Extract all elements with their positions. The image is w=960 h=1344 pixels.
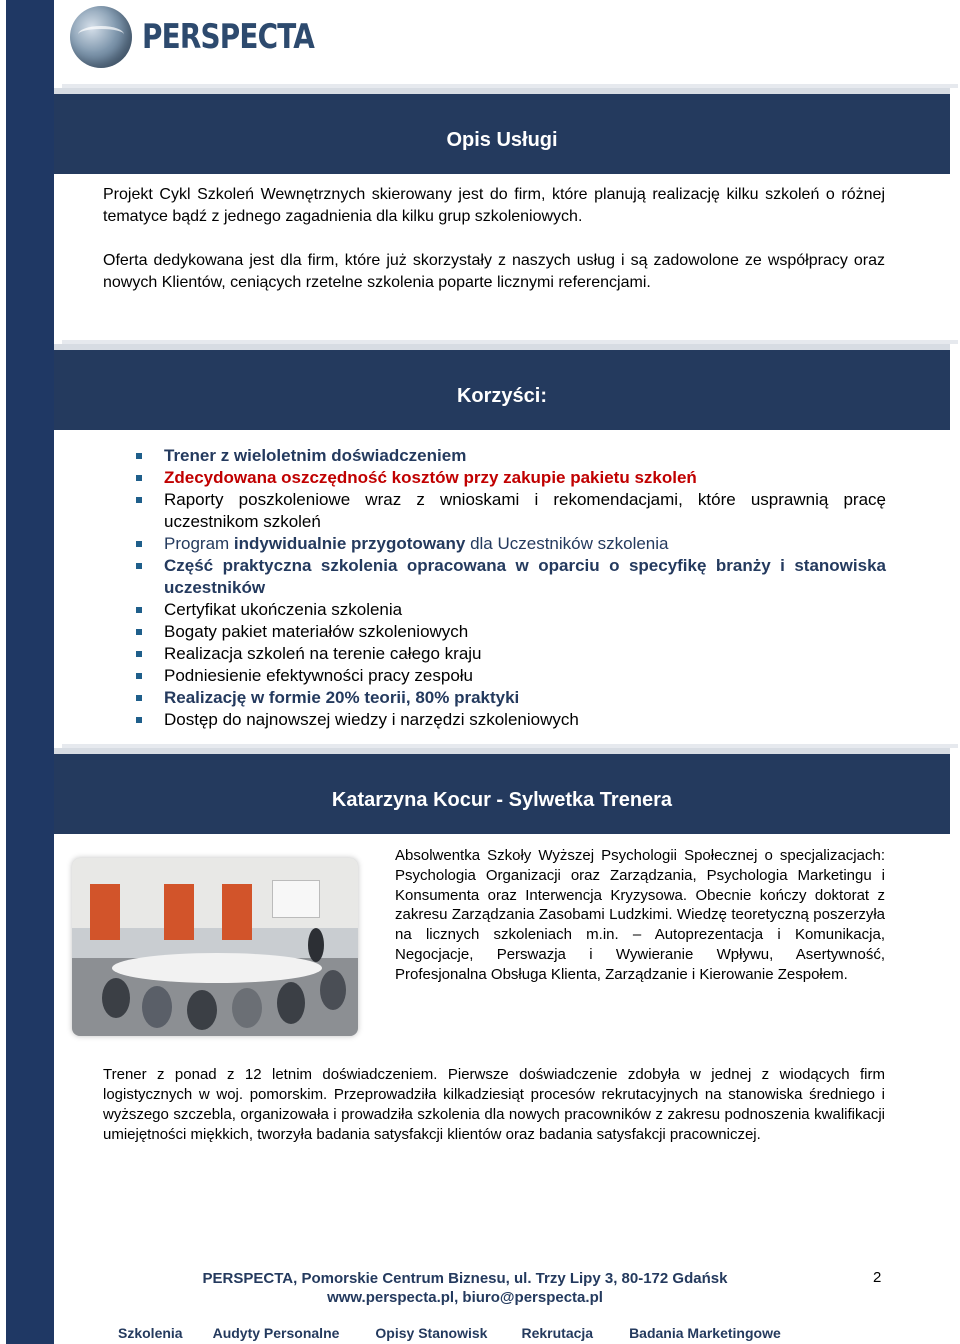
section-title-trener: Katarzyna Kocur - Sylwetka Trenera: [331, 788, 673, 811]
footer-contact: www.perspecta.pl, biuro@perspecta.pl: [327, 1289, 603, 1306]
square-bullet-icon: [136, 629, 142, 635]
list-item: Podniesienie efektywności pracy zespołu: [134, 665, 886, 687]
square-bullet-icon: [136, 563, 142, 569]
opis-paragraph-1: Projekt Cykl Szkoleń Wewnętrznych skierowany jest do firm, które planują realizację kilku szkoleń o różnej tematyce bądź z jednego zagadnienia dla kilku grup szkoleniowych.: [103, 186, 885, 225]
square-bullet-icon: [136, 673, 142, 679]
left-sidebar-bar: [6, 0, 54, 1344]
footer-link-badania[interactable]: Badania Marketingowe: [629, 1325, 781, 1341]
square-bullet-icon: [136, 497, 142, 503]
footer-nav: [118, 1325, 781, 1341]
list-item: Bogaty pakiet materiałów szkoleniowych: [134, 621, 886, 643]
section-header-opis: [54, 88, 950, 174]
trainer-experience: Trener z ponad z 12 letnim doświadczeniem. Pierwsze doświadczenie zdobyła w jednej z wiodących firm logistycznych w woj. pomorskim. Przeprowadziła kilkadziesiąt procesów rekrutacyjnych na stanowiska średniego i wyższego szczebla, organizowała i prowadziła szkolenia dla nowych pracowników z zakresu podnoszenia kwalifikacji umiejętności miękkich, tworzyła badania satysfakcji klientów oraz badania satysfakcji pracowniczej.: [103, 1066, 885, 1143]
square-bullet-icon: [136, 607, 142, 613]
list-item: Realizacja szkoleń na terenie całego kraju: [134, 643, 886, 665]
list-item: Certyfikat ukończenia szkolenia: [134, 599, 886, 621]
page-number: 2: [873, 1269, 882, 1286]
square-bullet-icon: [136, 651, 142, 657]
square-bullet-icon: [136, 475, 142, 481]
square-bullet-icon: [136, 717, 142, 723]
list-item: Realizację w formie 20% teorii, 80% praktyki: [134, 687, 886, 709]
logo: [70, 6, 352, 68]
section-title-korzysci: Korzyści:: [456, 384, 548, 407]
section-header-korzysci: [54, 344, 950, 430]
section-header-trener: [54, 748, 950, 834]
footer-link-audyty[interactable]: Audyty Personalne: [212, 1325, 340, 1341]
footer-link-opisy[interactable]: Opisy Stanowisk: [375, 1325, 488, 1341]
list-item: Raporty poszkoleniowe wraz z wnioskami i rekomendacjami, które usprawnią pracę uczestnikom szkoleń: [134, 489, 886, 533]
list-item: Program indywidualnie przygotowany dla Uczestników szkolenia: [134, 533, 886, 555]
list-item: Dostęp do najnowszej wiedzy i narzędzi szkoleniowych: [134, 709, 886, 731]
opis-paragraph-2: Oferta dedykowana jest dla firm, które już skorzystały z naszych usług i są zadowolone ze współpracy oraz nowych Klientów, ceniących rzetelne szkolenia poparte licznymi referencjami.: [103, 252, 885, 291]
footer-link-szkolenia[interactable]: Szkolenia: [118, 1325, 183, 1341]
footer-address: PERSPECTA, Pomorskie Centrum Biznesu, ul. Trzy Lipy 3, 80-172 Gdańsk: [202, 1270, 728, 1287]
benefits-list: [134, 445, 886, 731]
logo-text: PERSPECTA: [142, 17, 315, 57]
section-title-opis: Opis Usługi: [446, 128, 558, 151]
trainer-bio: Absolwentka Szkoły Wyższej Psychologii Społecznej o specjalizacjach: Psychologia Organizacji oraz Zarządzania, Psychologia Marketingu i Konsumenta oraz Interwencja Kryzysowa. Obecnie kończy doktorat z zakresu Zarządzania Zasobami Ludzkimi. Wiedzę teoretyczną poszerzyła na licznych szkoleniach m.in. – Autoprezentacja i Komunikacja, Negocjacje, Perswazja i Wywieranie Wpływu, Asertywność, Profesjonalna Obsługa Klienta, Zarządzanie i Kierowanie Zespołem.: [395, 847, 885, 983]
opis-text: [103, 184, 885, 294]
list-item: Część praktyczna szkolenia opracowana w oparciu o specyfikę branży i stanowiska uczestników: [134, 555, 886, 599]
footer-link-rekrutacja[interactable]: Rekrutacja: [521, 1325, 594, 1341]
square-bullet-icon: [136, 541, 142, 547]
list-item: Trener z wieloletnim doświadczeniem: [134, 445, 886, 467]
globe-logo-icon: [70, 6, 132, 68]
list-item: Zdecydowana oszczędność kosztów przy zakupie pakietu szkoleń: [134, 467, 886, 489]
square-bullet-icon: [136, 695, 142, 701]
square-bullet-icon: [136, 453, 142, 459]
training-room-photo: [72, 858, 358, 1036]
